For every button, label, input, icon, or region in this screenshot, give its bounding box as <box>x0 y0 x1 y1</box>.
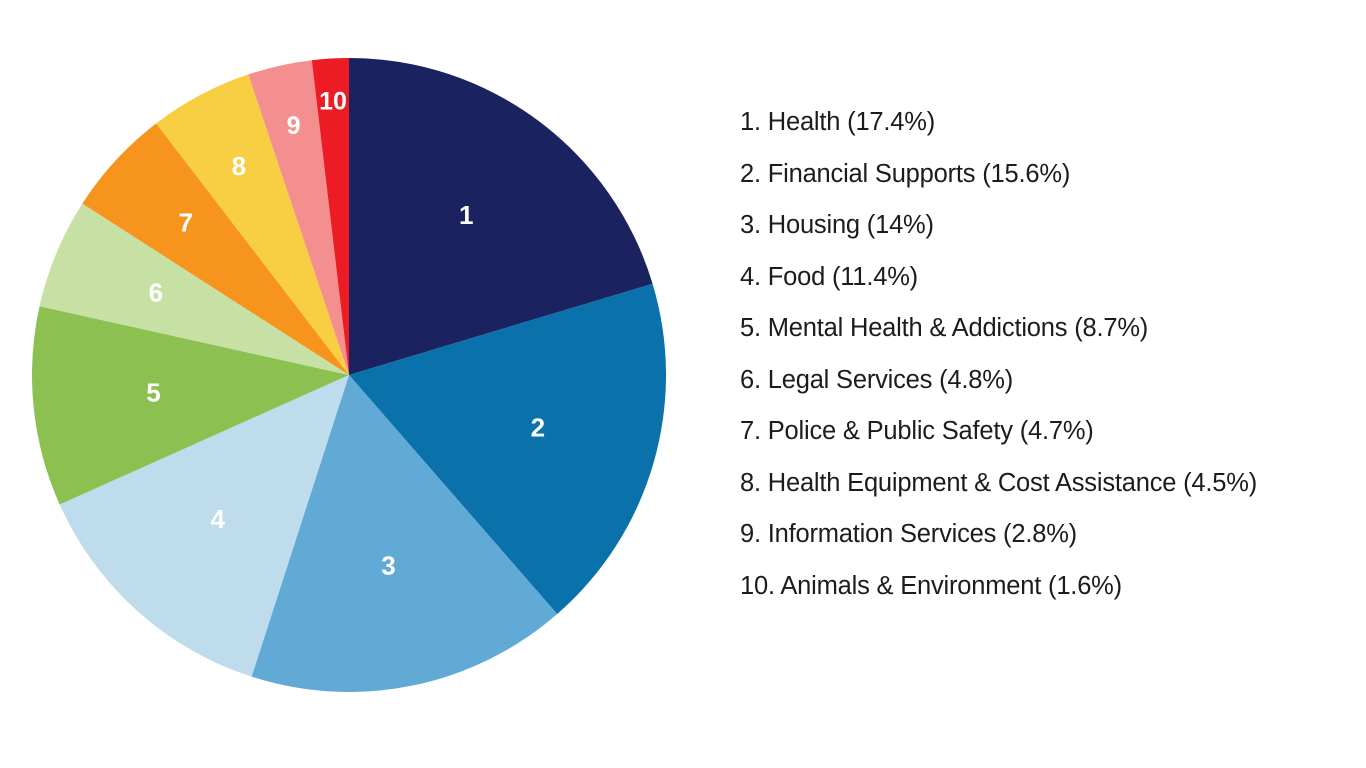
pie-slice-label: 5 <box>146 377 161 408</box>
pie-slice-label: 8 <box>231 150 247 181</box>
pie-chart-area <box>32 58 666 692</box>
legend-item: 4. Food (11.4%) <box>740 262 918 291</box>
legend-item: 1. Health (17.4%) <box>740 108 936 136</box>
legend-item: 10. Animals & Environment (1.6%) <box>740 571 1122 600</box>
pie-slice-label: 6 <box>148 277 164 308</box>
legend-item: 3. Housing (14%) <box>740 211 934 239</box>
legend-item: 7. Police & Public Safety (4.7%) <box>740 417 1094 445</box>
pie-slice-label: 2 <box>530 412 546 443</box>
pie-slice-label: 4 <box>210 504 225 535</box>
pie-chart-svg <box>32 58 666 692</box>
legend-item: 9. Information Services (2.8%) <box>740 520 1077 548</box>
legend-item: 6. Legal Services (4.8%) <box>740 365 1013 394</box>
pie-slice-label: 7 <box>178 207 193 238</box>
pie-slice-label: 10 <box>319 87 347 116</box>
pie-slice-label: 3 <box>381 550 396 581</box>
chart-legend <box>740 110 1360 625</box>
legend-item: 2. Financial Supports (15.6%) <box>740 159 1071 188</box>
pie-slice-group <box>32 58 666 692</box>
legend-item: 8. Health Equipment & Cost Assistance (4.5%) <box>740 468 1258 497</box>
legend-item: 5. Mental Health & Addictions (8.7%) <box>740 314 1149 342</box>
pie-slice-label: 9 <box>286 112 301 141</box>
pie-slice-label: 1 <box>459 200 474 231</box>
